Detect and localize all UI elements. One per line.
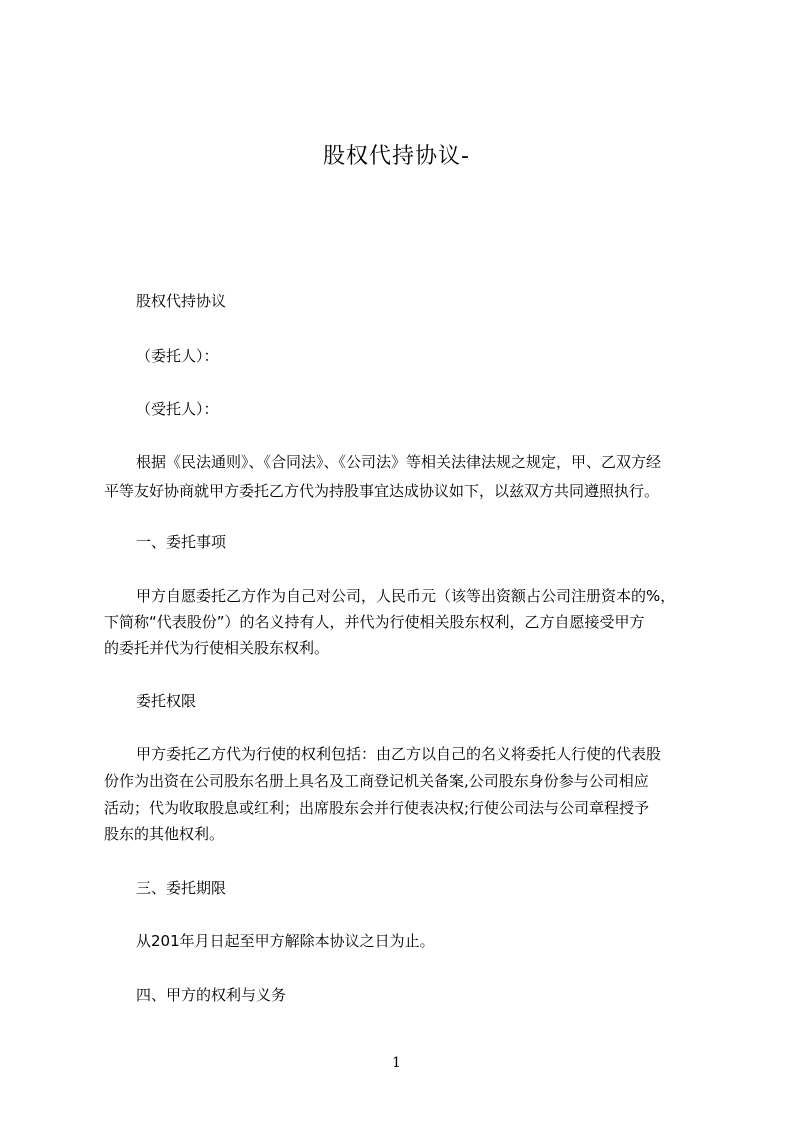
section-heading: 三、委托期限 [136, 879, 227, 897]
principal-line: （委托人）： [136, 347, 219, 365]
page-number: 1 [392, 1055, 401, 1071]
section-heading: 四、甲方的权利与义务 [136, 986, 287, 1004]
heading-agreement-name: 股权代持协议 [136, 292, 227, 310]
paragraph-line: 活动；代为收取股息或红利；出席股东会并行使表决权;行使公司法与公司章程授予 [104, 799, 650, 817]
paragraph-line: 从201年月日起至甲方解除本协议之日为止。 [136, 932, 435, 950]
paragraph-line: 平等友好协商就甲方委托乙方代为持股事宜达成协议如下，以兹双方共同遵照执行。 [104, 482, 660, 500]
paragraph-line: 根据《民法通则》、《合同法》、《公司法》等相关法律法规之规定，甲、乙双方经 [136, 453, 662, 471]
paragraph-line: 甲方自愿委托乙方作为自己对公司，人民币元（该等出资额占公司注册资本的%， [136, 587, 676, 605]
document-title: 股权代持协议- [323, 144, 470, 169]
section-heading: 委托权限 [136, 692, 197, 710]
paragraph-line: 份作为出资在公司股东名册上具名及工商登记机关备案,公司股东身份参与公司相应 [104, 772, 649, 790]
section-heading: 一、委托事项 [136, 533, 227, 551]
trustee-line: （受托人）： [136, 400, 219, 418]
paragraph-line: 下简称“代表股份”）的名义持有人，并代为行使相关股东权利，乙方自愿接受甲方 [104, 613, 645, 631]
paragraph-line: 甲方委托乙方代为行使的权利包括：由乙方以自己的名义将委托人行使的代表股 [136, 745, 662, 763]
paragraph-line: 的委托并代为行使相关股东权利。 [104, 639, 330, 657]
paragraph-line: 股东的其他权利。 [104, 825, 225, 843]
